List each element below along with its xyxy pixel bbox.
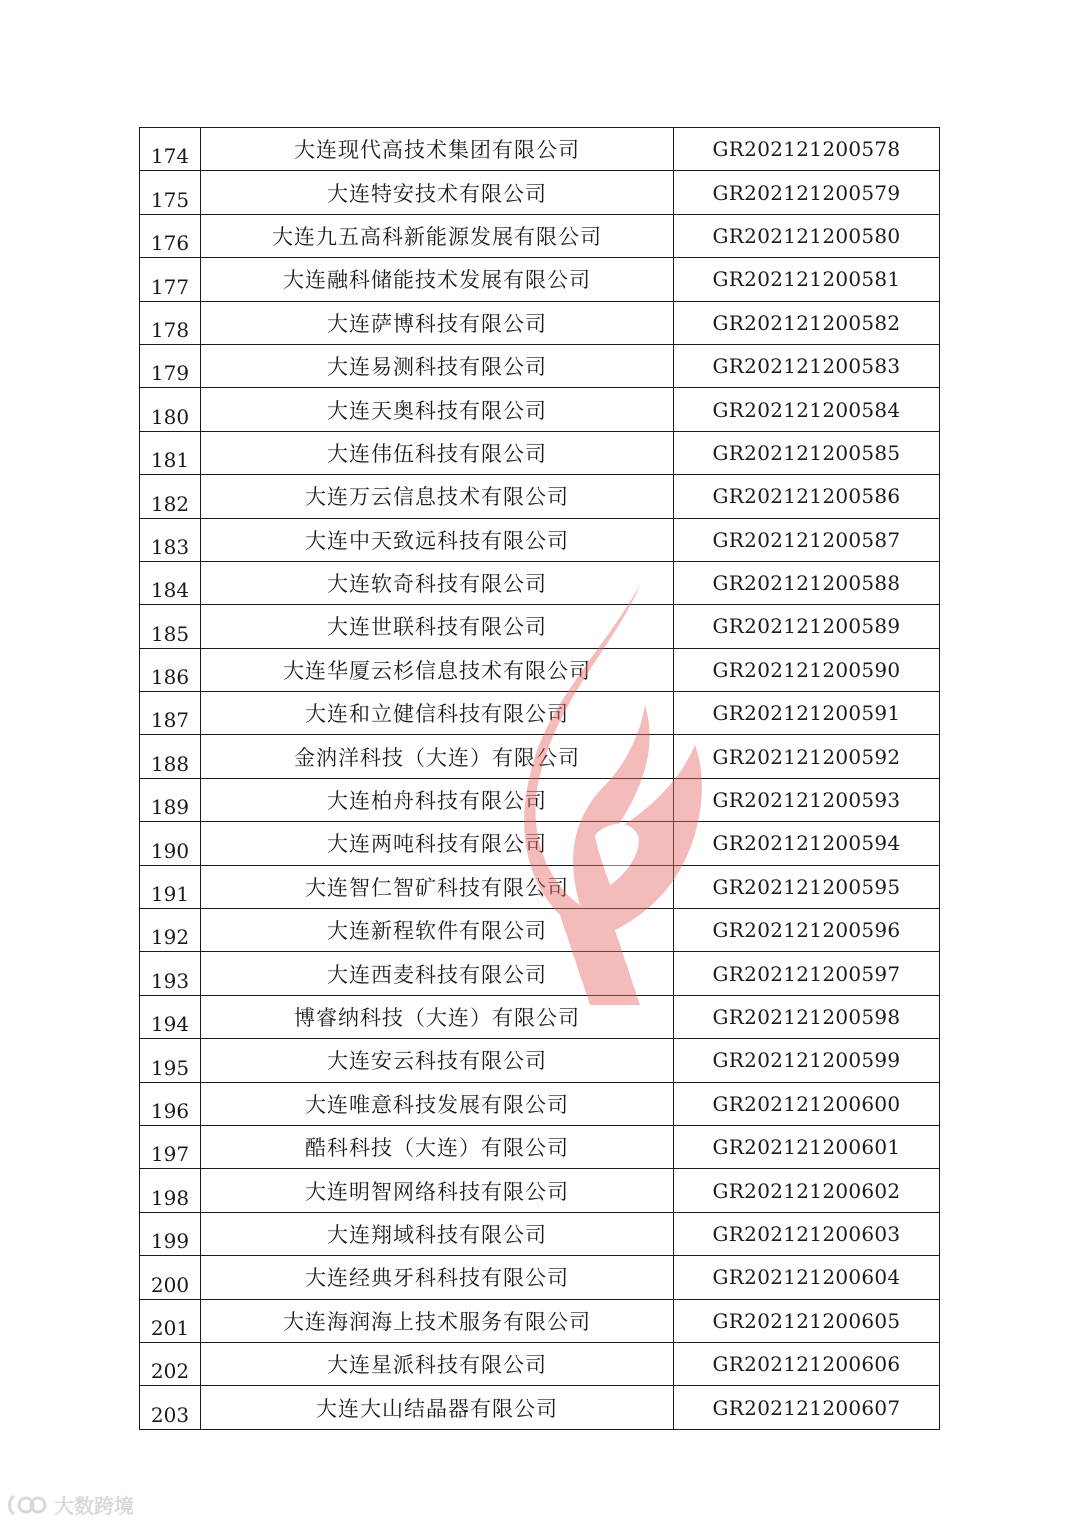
row-number: 192 (140, 909, 201, 952)
row-number: 179 (140, 344, 201, 387)
table-row (140, 258, 940, 301)
row-number: 178 (140, 301, 201, 344)
row-number: 197 (140, 1125, 201, 1168)
row-number: 185 (140, 605, 201, 648)
company-name: 大连唯意科技发展有限公司 (201, 1082, 674, 1125)
company-name: 大连翔域科技有限公司 (201, 1212, 674, 1255)
row-number: 184 (140, 561, 201, 604)
row-number: 174 (140, 128, 201, 171)
company-name: 大连新程软件有限公司 (201, 909, 674, 952)
footer-brand (8, 1490, 134, 1519)
certificate-code: GR202121200592 (674, 735, 940, 778)
certificate-code: GR202121200585 (674, 431, 940, 474)
company-name: 大连融科储能技术发展有限公司 (201, 258, 674, 301)
table-row (140, 388, 940, 431)
certificate-code: GR202121200581 (674, 258, 940, 301)
row-number: 175 (140, 171, 201, 214)
row-number: 194 (140, 995, 201, 1038)
table-row (140, 1212, 940, 1255)
table-row (140, 865, 940, 908)
company-name: 大连万云信息技术有限公司 (201, 475, 674, 518)
table-row (140, 778, 940, 821)
table-row (140, 431, 940, 474)
row-number: 202 (140, 1342, 201, 1385)
row-number: 203 (140, 1386, 201, 1429)
table-row (140, 301, 940, 344)
company-name: 大连柏舟科技有限公司 (201, 778, 674, 821)
table-row (140, 1169, 940, 1212)
row-number: 186 (140, 648, 201, 691)
certificate-code: GR202121200599 (674, 1039, 940, 1082)
certificate-code: GR202121200579 (674, 171, 940, 214)
row-number: 193 (140, 952, 201, 995)
certificate-code: GR202121200604 (674, 1256, 940, 1299)
brand-logo-icon (8, 1492, 48, 1518)
certificate-code: GR202121200580 (674, 214, 940, 257)
row-number: 177 (140, 258, 201, 301)
company-name: 酷科科技（大连）有限公司 (201, 1125, 674, 1168)
table-row (140, 909, 940, 952)
table-row (140, 518, 940, 561)
table-row (140, 128, 940, 171)
company-name: 大连大山结晶器有限公司 (201, 1386, 674, 1429)
certificate-code: GR202121200587 (674, 518, 940, 561)
table-row (140, 1256, 940, 1299)
row-number: 183 (140, 518, 201, 561)
company-name: 大连现代高技术集团有限公司 (201, 128, 674, 171)
row-number: 200 (140, 1256, 201, 1299)
company-name: 大连经典牙科科技有限公司 (201, 1256, 674, 1299)
certificate-code: GR202121200595 (674, 865, 940, 908)
company-name: 大连安云科技有限公司 (201, 1039, 674, 1082)
table-row (140, 214, 940, 257)
table-row (140, 475, 940, 518)
table-row (140, 952, 940, 995)
row-number: 187 (140, 692, 201, 735)
company-name: 博睿纳科技（大连）有限公司 (201, 995, 674, 1038)
table-row (140, 822, 940, 865)
table-row (140, 995, 940, 1038)
company-name: 大连两吨科技有限公司 (201, 822, 674, 865)
company-name: 大连星派科技有限公司 (201, 1342, 674, 1385)
table-row (140, 344, 940, 387)
company-name: 大连萨博科技有限公司 (201, 301, 674, 344)
certificate-code: GR202121200590 (674, 648, 940, 691)
certificate-code: GR202121200578 (674, 128, 940, 171)
certificate-code: GR202121200583 (674, 344, 940, 387)
table-row (140, 648, 940, 691)
table-row (140, 1082, 940, 1125)
row-number: 189 (140, 778, 201, 821)
company-name: 大连海润海上技术服务有限公司 (201, 1299, 674, 1342)
company-name: 大连易测科技有限公司 (201, 344, 674, 387)
table-row (140, 1342, 940, 1385)
certificate-code: GR202121200596 (674, 909, 940, 952)
company-name: 大连特安技术有限公司 (201, 171, 674, 214)
table-row (140, 1039, 940, 1082)
table-row (140, 1386, 940, 1429)
row-number: 191 (140, 865, 201, 908)
certificate-code: GR202121200602 (674, 1169, 940, 1212)
certificate-code: GR202121200601 (674, 1125, 940, 1168)
company-name: 大连华厦云杉信息技术有限公司 (201, 648, 674, 691)
row-number: 182 (140, 475, 201, 518)
company-name: 大连智仁智矿科技有限公司 (201, 865, 674, 908)
footer-brand-text: 大数跨境 (54, 1494, 134, 1518)
row-number: 198 (140, 1169, 201, 1212)
table-row (140, 1125, 940, 1168)
table-row (140, 605, 940, 648)
table-row (140, 1299, 940, 1342)
company-name: 大连西麦科技有限公司 (201, 952, 674, 995)
table-row (140, 692, 940, 735)
certificate-code: GR202121200593 (674, 778, 940, 821)
row-number: 188 (140, 735, 201, 778)
company-name: 大连天奥科技有限公司 (201, 388, 674, 431)
certificate-code: GR202121200606 (674, 1342, 940, 1385)
certificate-code: GR202121200600 (674, 1082, 940, 1125)
certificate-code: GR202121200584 (674, 388, 940, 431)
company-name: 大连伟伍科技有限公司 (201, 431, 674, 474)
row-number: 199 (140, 1212, 201, 1255)
row-number: 181 (140, 431, 201, 474)
certificate-code: GR202121200589 (674, 605, 940, 648)
row-number: 201 (140, 1299, 201, 1342)
certificate-code: GR202121200598 (674, 995, 940, 1038)
certificate-code: GR202121200586 (674, 475, 940, 518)
certificate-code: GR202121200597 (674, 952, 940, 995)
row-number: 195 (140, 1039, 201, 1082)
certificate-code: GR202121200591 (674, 692, 940, 735)
company-name: 大连中天致远科技有限公司 (201, 518, 674, 561)
row-number: 176 (140, 214, 201, 257)
company-name: 大连软奇科技有限公司 (201, 561, 674, 604)
certificate-code: GR202121200582 (674, 301, 940, 344)
row-number: 180 (140, 388, 201, 431)
company-name: 大连和立健信科技有限公司 (201, 692, 674, 735)
table-row (140, 561, 940, 604)
certificate-code: GR202121200594 (674, 822, 940, 865)
certificate-table (139, 127, 940, 1430)
certificate-code: GR202121200603 (674, 1212, 940, 1255)
certificate-code: GR202121200607 (674, 1386, 940, 1429)
company-name: 大连明智网络科技有限公司 (201, 1169, 674, 1212)
row-number: 196 (140, 1082, 201, 1125)
table-row (140, 735, 940, 778)
company-name: 金汭洋科技（大连）有限公司 (201, 735, 674, 778)
company-name: 大连九五高科新能源发展有限公司 (201, 214, 674, 257)
certificate-code: GR202121200588 (674, 561, 940, 604)
certificate-code: GR202121200605 (674, 1299, 940, 1342)
table-body (140, 128, 940, 1430)
table-row (140, 171, 940, 214)
row-number: 190 (140, 822, 201, 865)
company-name: 大连世联科技有限公司 (201, 605, 674, 648)
